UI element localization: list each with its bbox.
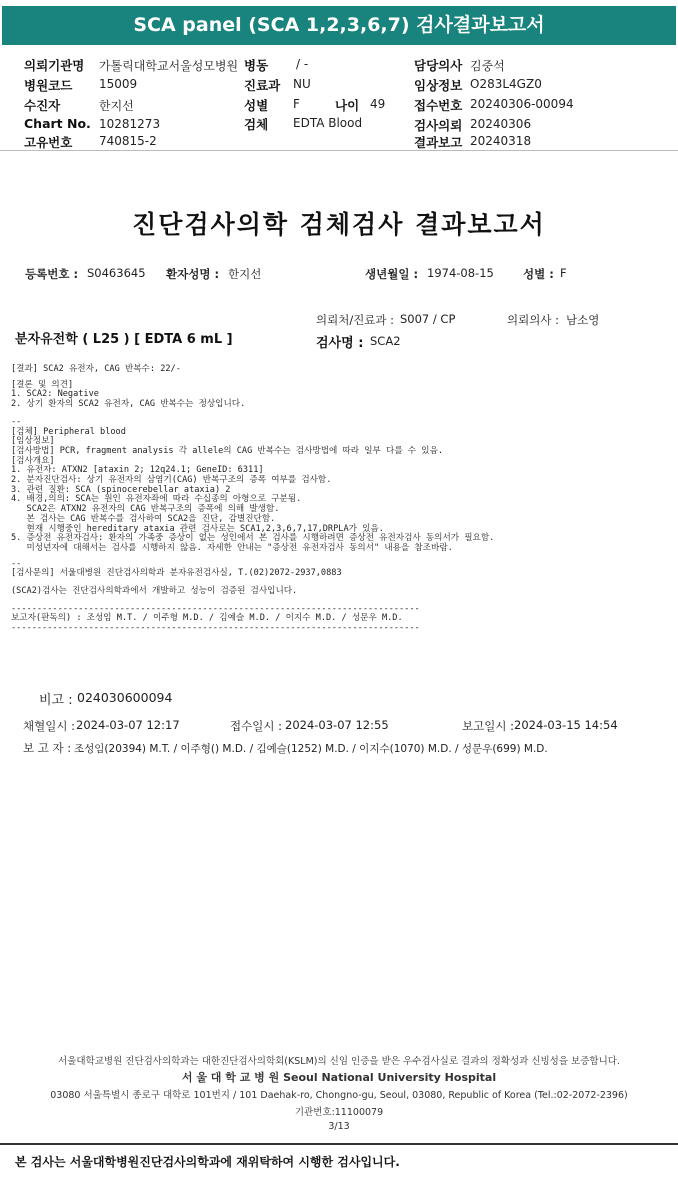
patient-label: 수진자 (24, 98, 61, 113)
physician-label: 담당의사 (414, 58, 463, 73)
unique-no-label: 고유번호 (24, 135, 73, 150)
detail-line: [임상정보] (11, 436, 55, 447)
report-title: 진단검사의학 검체검사 결과보고서 (132, 210, 546, 239)
department-value: NU (293, 77, 311, 91)
department-label: 진료과 (244, 78, 281, 93)
footer-hospital-name: 서 울 대 학 교 병 원 Seoul National University Hospital (181, 1071, 497, 1084)
report-time-label: 보고일시 : (462, 719, 514, 733)
hospital-value: 가톨릭대학교서울성모병원 (99, 59, 239, 73)
reg-no-label: 등록번호 : (25, 267, 79, 281)
conclusion-header: [결론 및 의견] (11, 379, 74, 390)
remark-label: 비고 : (39, 693, 73, 708)
hospital-label: 의뢰기관명 (24, 58, 85, 73)
referring-doctor-value: 남소영 (566, 313, 600, 327)
clinical-info-value: O283L4GZ0 (470, 77, 542, 91)
receipt-no-value: 20240306-00094 (470, 97, 574, 111)
detail-line: 현재 시행중인 hereditary ataxia 관련 검사로는 SCA1,2,3,6,7,17,DRPLA가 있음. (11, 523, 384, 534)
chart-no-value: 10281273 (99, 117, 161, 131)
footer-address: 03080 서울특별시 종로구 대학로 101번지 / 101 Daehak-ro, Chongno-gu, Seoul, 03080, Republic of Korea (Tel.:02-2072-2396) (50, 1090, 628, 1101)
chart-no-label: Chart No. (24, 116, 91, 131)
report-banner (0, 0, 678, 47)
age-value: 49 (370, 97, 386, 111)
collect-value: 2024-03-07 12:17 (76, 718, 180, 732)
dash-divider: ------------------------------------------------------------------------------- (11, 603, 420, 614)
receive-value: 2024-03-07 12:55 (285, 718, 389, 732)
page-number: 3/13 (328, 1121, 350, 1132)
banner-title: SCA panel (SCA 1,2,3,6,7) 검사결과보고서 (2, 6, 676, 45)
detail-line: SCA2은 ATXN2 유전자의 CAG 반복구조의 증폭에 의해 발생함. (11, 504, 280, 515)
physician-value: 김중석 (470, 59, 505, 73)
dob-value: 1974-08-15 (427, 266, 494, 280)
referral-label: 의뢰처/진료과 : (316, 313, 395, 327)
reporters-line: 보고자(판독의) : 조성임 M.T. / 이주형 M.D. / 김예슬 M.D. / 이지수 M.D. / 성문우 M.D. (11, 613, 403, 624)
divider-text: -- (11, 416, 22, 427)
request-date-label: 검사의뢰 (414, 118, 463, 133)
specimen-value: EDTA Blood (293, 116, 363, 130)
sex-label: 성별 (244, 98, 269, 113)
exam-name-value: SCA2 (370, 334, 401, 348)
result-date-value: 20240318 (470, 134, 532, 148)
referral-value: S007 / CP (400, 312, 456, 326)
detail-line: 본 검사는 CAG 반복수를 검사하여 SCA2을 진단, 감별진단함. (11, 513, 276, 524)
developed-line: (SCA2)검사는 진단검사의학과에서 개발하고 성능이 검증된 검사입니다. (11, 586, 298, 597)
outsourcing-notice: 본 검사는 서울대학병원진단검사의학과에 재위탁하여 시행한 검사입니다. (15, 1155, 400, 1169)
contact-line: [검사문의] 서울대병원 진단검사의학과 분자유전검사실, T.(02)2072-2937,0883 (11, 568, 342, 579)
footer-divider (0, 1143, 678, 1145)
detail-line: 4. 배경,의의: SCA는 원인 유전자좌에 따라 수십종의 아형으로 구분됨. (11, 494, 302, 505)
ward-label: 병동 (244, 58, 269, 73)
sex-value: F (293, 97, 300, 111)
request-date-value: 20240306 (470, 117, 532, 131)
remark-value: 024030600094 (77, 690, 173, 705)
receipt-no-label: 접수번호 (414, 98, 463, 113)
detail-line: 미성년자에 대해서는 검사를 시행하지 않음. 자세한 안내는 "증상전 유전자검사 동의서" 내용을 참조바람. (11, 542, 453, 553)
unique-no-value: 740815-2 (99, 134, 157, 148)
report-sex-value: F (560, 266, 567, 280)
reporter-value: 조성임(20394) M.T. / 이주형() M.D. / 김예슬(1252) M.D. / 이지수(1070) M.D. / 성문우(699) M.D. (74, 743, 548, 755)
footer-certification: 서울대학교병원 진단검사의학과는 대한진단검사의학회(KSLM)의 신임 인증을 받은 우수검사실로 결과의 정확성과 신빙성을 보증합니다. (58, 1056, 620, 1067)
report-patient-value: 한지선 (228, 267, 262, 281)
collect-label: 채혈일시 : (23, 719, 75, 733)
detail-line: 1. 유전자: ATXN2 [ataxin 2; 12q24.1; GeneID: 6311] (11, 465, 264, 476)
detail-line: [검사방법] PCR, fragment analysis 각 allele의 CAG 반복수는 검사방법에 따라 일부 다를 수 있음. (11, 445, 444, 456)
report-time-value: 2024-03-15 14:54 (514, 718, 618, 732)
dash-divider: ------------------------------------------------------------------------------- (11, 623, 420, 634)
referring-doctor-label: 의뢰의사 : (507, 313, 559, 327)
ward-value: / - (296, 57, 309, 71)
header-divider (0, 150, 678, 151)
result-summary: [결과] SCA2 유전자, CAG 반복수: 22/- (11, 364, 181, 374)
divider-text: -- (11, 558, 22, 569)
report-sex-label: 성별 : (523, 267, 554, 281)
specimen-label: 검체 (244, 117, 269, 132)
hospital-code-value: 15009 (99, 77, 138, 91)
detail-line: 3. 관련 질환: SCA (spinocerebellar ataxia) 2 (11, 484, 231, 495)
detail-line: [검체] Peripheral blood (11, 426, 126, 437)
hospital-code-label: 병원코드 (24, 78, 73, 93)
detail-line: 2. 분자진단검사: 상기 유전자의 삼염기(CAG) 반복구조의 증폭 여부를 검사함. (11, 475, 332, 486)
result-block (11, 365, 494, 634)
exam-name-label: 검사명 : (316, 336, 364, 351)
detail-line: [검사개요] (11, 455, 55, 466)
receive-label: 접수일시 : (230, 719, 282, 733)
clinical-info-label: 임상정보 (414, 78, 463, 93)
section-title: 분자유전학 ( L25 ) [ EDTA 6 mL ] (15, 332, 233, 347)
footer-institution-no: 기관번호:11100079 (294, 1107, 384, 1118)
conclusion-line: 1. SCA2: Negative (11, 389, 99, 400)
dob-label: 생년월일 : (365, 267, 419, 281)
patient-value: 한지선 (99, 99, 134, 113)
conclusion-line: 2. 상기 환자의 SCA2 유전자, CAG 반복수는 정상입니다. (11, 399, 246, 410)
reporter-label: 보 고 자 : (23, 741, 72, 755)
reg-no-value: S0463645 (87, 266, 146, 280)
report-patient-label: 환자성명 : (166, 267, 220, 281)
detail-line: 5. 증상전 유전자검사: 환자의 가족중 증상이 없는 성인에서 본 검사를 시행하려면 증상전 유전자검사 동의서가 필요함. (11, 533, 495, 544)
age-label: 나이 (335, 98, 360, 113)
result-date-label: 결과보고 (414, 135, 463, 150)
